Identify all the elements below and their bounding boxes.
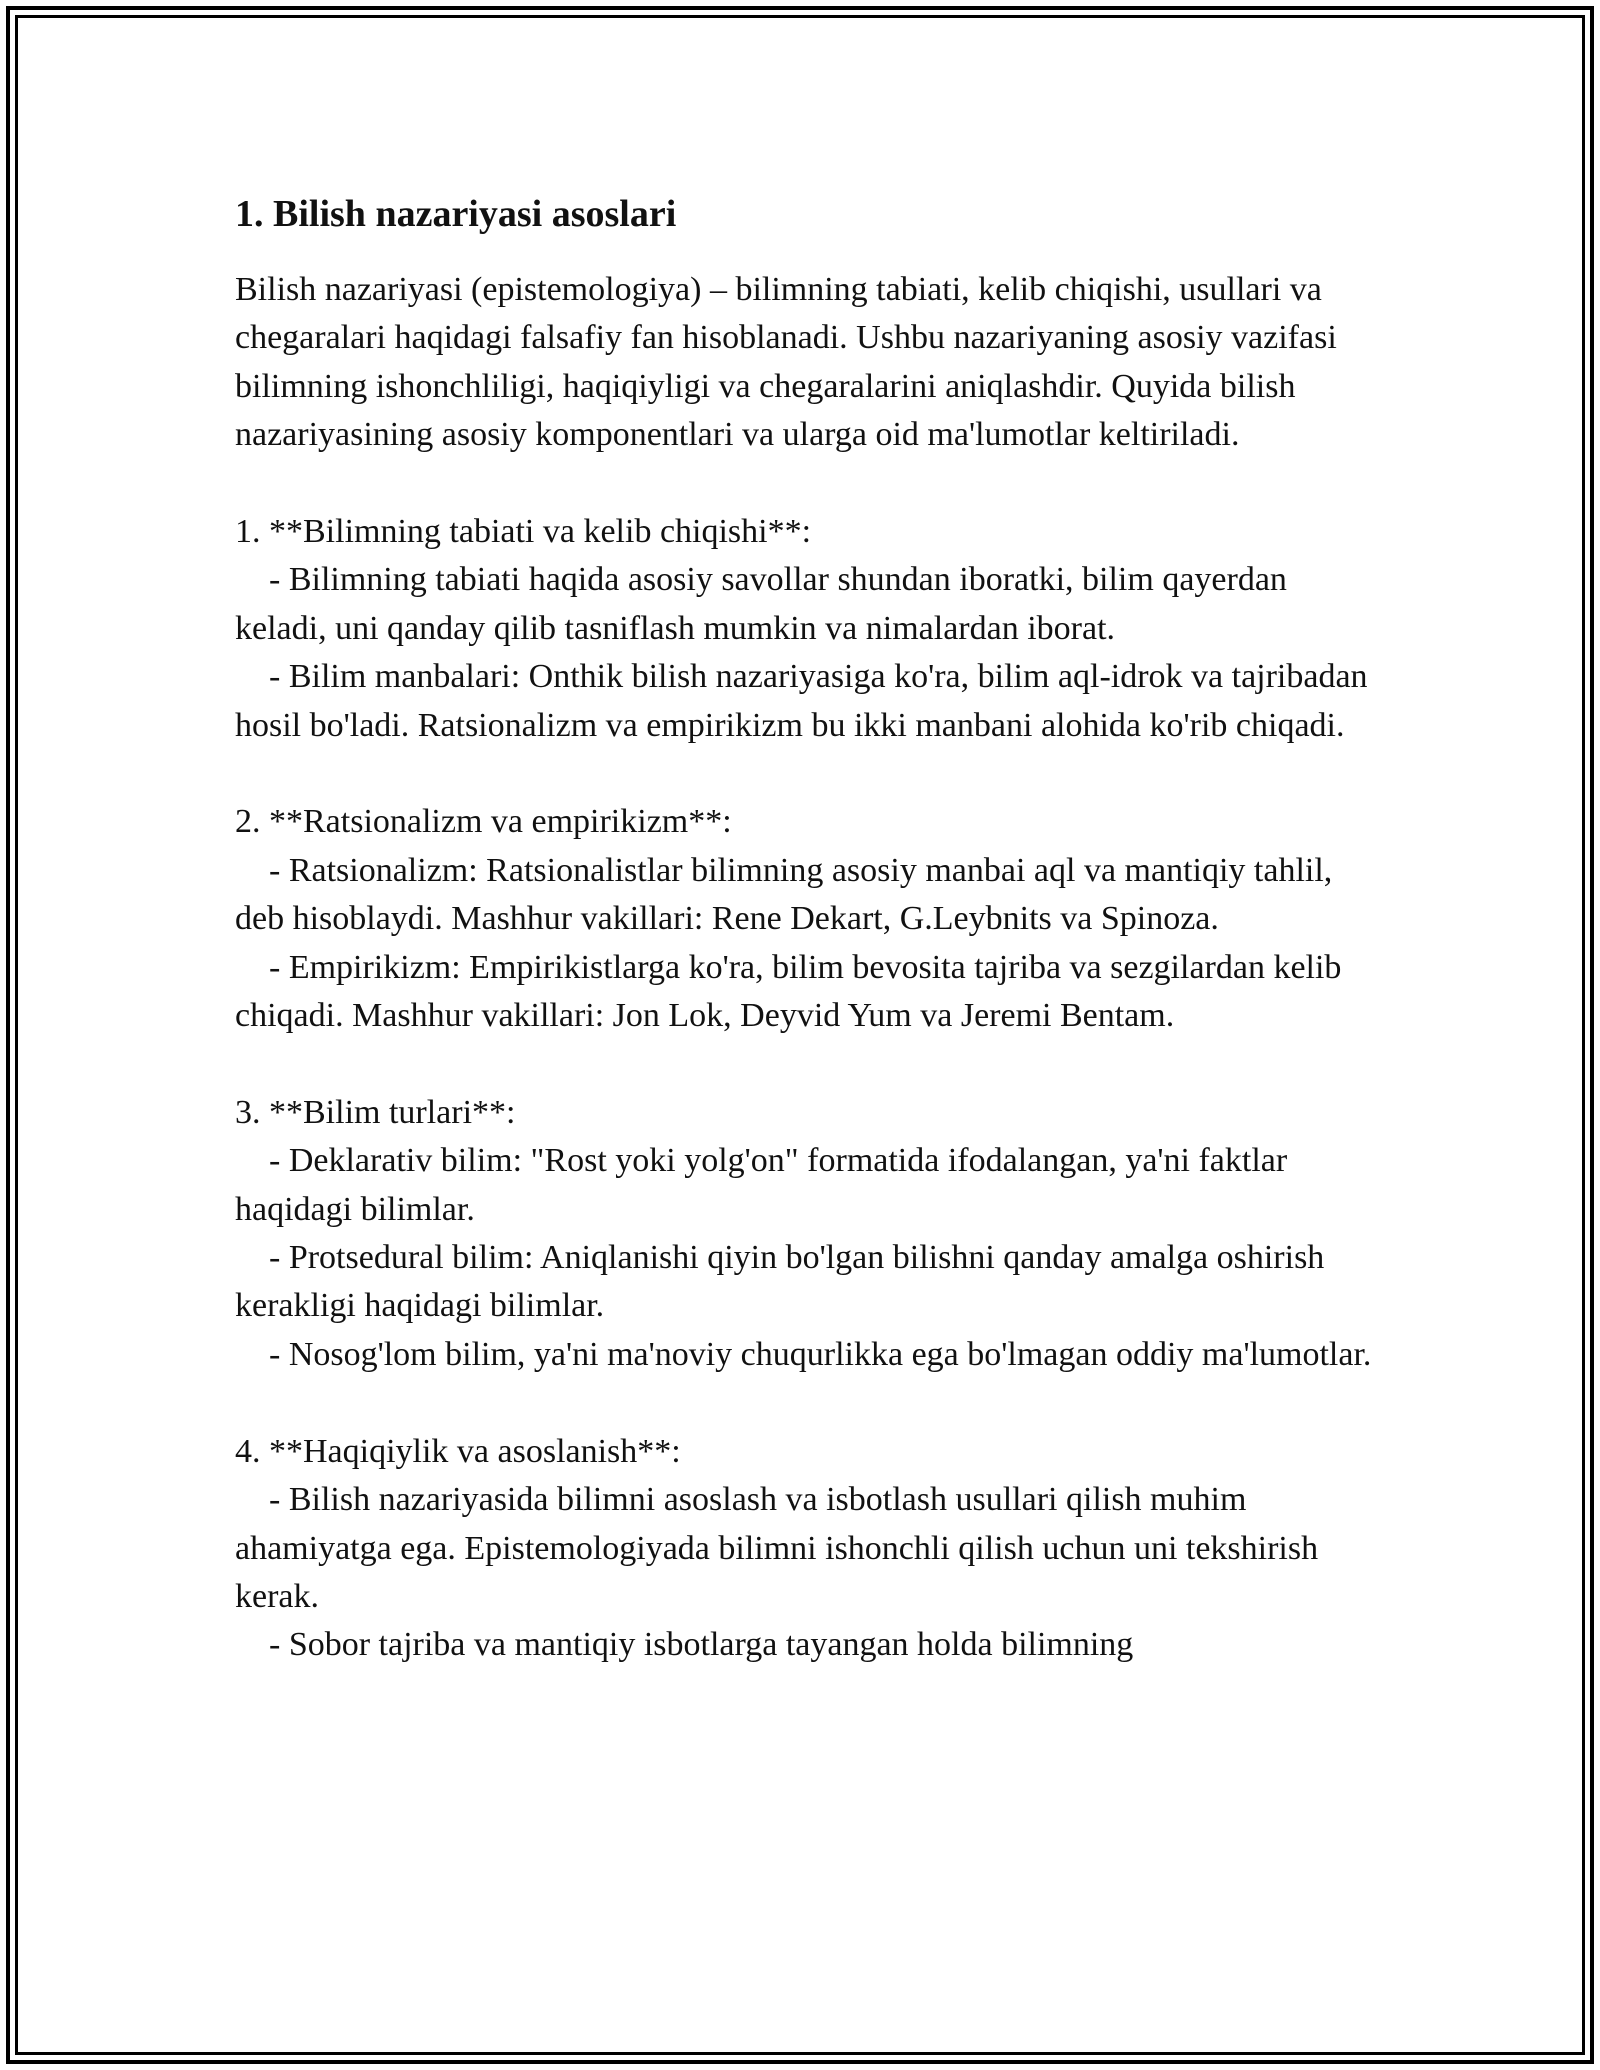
document-title: 1. Bilish nazariyasi asoslari	[235, 193, 677, 235]
section-heading: 1. **Bilimning tabiati va kelib chiqishi**:	[235, 513, 812, 551]
paragraph-spacer	[235, 750, 1385, 798]
list-item: - Bilimning tabiati haqida asosiy savollar shundan iboratki, bilim qayerdan keladi, uni qanday qilib tasniflash mumkin va nimalardan iborat.	[235, 561, 1296, 647]
list-item: - Ratsionalizm: Ratsionalistlar bilimning asosiy manbai aql va mantiqiy tahlil, deb hisoblaydi. Mashhur vakillari: Rene Dekart, G.Leybnits va Spinoza.	[235, 851, 1341, 938]
paragraph-spacer	[235, 1379, 1385, 1427]
section-heading: 3. **Bilim turlari**:	[235, 1093, 516, 1131]
list-item: - Bilish nazariyasida bilimni asoslash va isbotlash usullari qilish muhim ahamiyatga ega. Epistemologiyada bilimni ishonchli qilish uchun uni tekshirish kerak.	[235, 1481, 1327, 1615]
list-item: - Empirikizm: Empirikistlarga ko'ra, bilim bevosita tajriba va sezgilardan kelib chiqadi. Mashhur vakillari: Jon Lok, Deyvid Yum va Jeremi Bentam.	[235, 948, 1350, 1035]
section-rationalism-empiricism	[235, 798, 1385, 1040]
document-body	[235, 186, 1385, 1670]
paragraph-spacer	[235, 460, 1385, 508]
section-knowledge-types	[235, 1089, 1385, 1379]
section-knowledge-nature	[235, 508, 1385, 750]
paragraph-spacer	[235, 1040, 1385, 1088]
section-heading: 2. **Ratsionalizm va empirikizm**:	[235, 803, 732, 841]
section-validity-justification	[235, 1428, 1385, 1670]
list-item: - Sobor tajriba va mantiqiy isbotlarga tayangan holda bilimning	[235, 1626, 1134, 1664]
section-heading: 4. **Haqiqiylik va asoslanish**:	[235, 1432, 681, 1470]
list-item: - Bilim manbalari: Onthik bilish nazariyasiga ko'ra, bilim aql-idrok va tajribadan hosil bo'ladi. Ratsionalizm va empirikizm bu ikki manbani alohida ko'rib chiqadi.	[235, 658, 1377, 744]
list-item: - Deklarativ bilim: "Rost yoki yolg'on" formatida ifodalangan, ya'ni faktlar haqidagi bilimlar.	[235, 1142, 1296, 1228]
intro-paragraph: Bilish nazariyasi (epistemologiya) – bilimning tabiati, kelib chiqishi, usullari va chegaralari haqidagi falsafiy fan hisoblanadi. Ushbu nazariyaning asosiy vazifasi bilimning ishonchliligi, haqiqiyligi va chegaralarini aniqlashdir. Quyida bilish nazariyasining asosiy komponentlari va ularga oid ma'lumotlar keltiriladi.	[235, 271, 1346, 454]
list-item: - Protsedural bilim: Aniqlanishi qiyin bo'lgan bilishni qanday amalga oshirish kerakligi haqidagi bilimlar.	[235, 1239, 1333, 1325]
list-item: - Nosog'lom bilim, ya'ni ma'noviy chuqurlikka ega bo'lmagan oddiy ma'lumotlar.	[235, 1335, 1372, 1373]
